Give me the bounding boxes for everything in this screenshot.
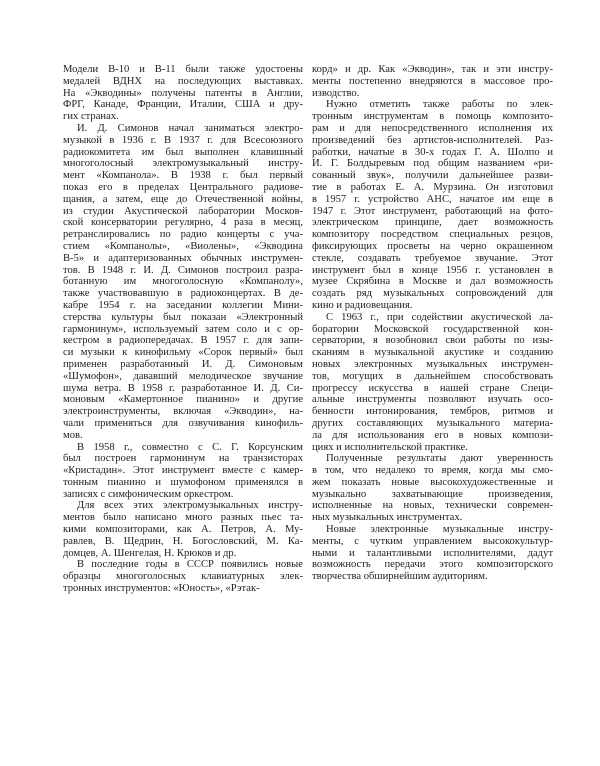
text-line: тов, могущих в дальнейшем способствовать: [312, 370, 553, 382]
text-line: образцы многоголосных клавиатурных элек-: [63, 571, 303, 583]
paragraph: [63, 559, 303, 594]
text-line: ботанную им многоголосную «Компанолу»,: [63, 276, 303, 288]
text-line: Для всех этих электромузыкальных инстру-: [77, 500, 303, 512]
paragraph: [312, 312, 553, 454]
text-line: мов.: [63, 429, 83, 441]
text-line: работки, начатые в 30-х годах Г. А. Шолпо и: [312, 146, 553, 158]
text-line: менты постепенно внедряются в массовое про-: [312, 75, 553, 87]
text-line: новых электронных музыкальных инструмен-: [312, 358, 553, 370]
text-line: кими композиторами, как А. Петров, А. Му-: [63, 524, 303, 536]
text-line: 1947 г. Этот инструмент, работающий на фото-: [312, 205, 553, 217]
text-line: применен разработанный И. Д. Симоновым: [63, 358, 303, 370]
paragraph: [312, 64, 553, 99]
text-line: был построен гармонинум на транзисторах: [63, 453, 303, 465]
text-line: творчества обширнейшим аудиториям.: [312, 571, 488, 583]
text-line: стерства культуры был показан «Электронный: [63, 311, 303, 323]
text-line: ской консерватории регулярно, 4 раза в месяц,: [63, 217, 303, 229]
text-line: фиксирующих просветы на черно окрашенном: [312, 240, 553, 252]
text-line: тронным инструментам в помощь композито-: [312, 111, 553, 123]
text-line: жем показать новые высокохудожественные и: [312, 476, 553, 488]
text-line: ретранслировались по радио концерты с уча-: [63, 229, 303, 241]
text-line: альные инструменты позволяют изучать осо-: [312, 394, 553, 406]
text-line: стием «Компанолы», «Виолены», «Экводина: [63, 240, 303, 252]
text-line: электроинструменты, включая «Экводин», на-: [63, 406, 303, 418]
text-line: из студии Акустической лаборатории Москов-: [63, 205, 303, 217]
paragraph: [63, 64, 303, 123]
right-column: [312, 64, 553, 583]
text-line: электрическом принципе, дает возможность: [312, 217, 553, 229]
text-line: инструмент был в конце 1956 г. установлен в: [312, 264, 553, 276]
paragraph: [312, 453, 553, 524]
text-line: изводство.: [312, 87, 360, 99]
text-line: рам и для непосредственного исполнения их: [312, 122, 553, 134]
text-line: прогрессу искусства в нашей стране Специ-: [312, 382, 553, 394]
text-line: создать ряд музыкальных сопровождений для: [312, 288, 553, 300]
text-line: корд» и др. Как «Экводин», так и эти инстру-: [312, 64, 553, 75]
text-line: музее Скрябина в Москве и дал возможность: [312, 276, 553, 288]
text-line: также участвовавшую в радиоконцертах. В де-: [63, 288, 303, 300]
text-line: ными и талантливыми исполнителями, дадут: [312, 547, 553, 559]
text-line: музыкально захватывающие произведения,: [312, 488, 553, 500]
text-line: шума ветра. В 1958 г. разработанное И. Д. Си-: [63, 382, 303, 394]
left-column: [63, 64, 303, 595]
text-line: композитору посредством специальных резцов,: [312, 229, 553, 241]
text-line: «Шумофон», дававший мелодическое звучание: [63, 370, 303, 382]
text-line: В последние годы в СССР появились новые: [77, 559, 303, 571]
text-line: тов. В 1948 г. И. Д. Симонов построил разра-: [63, 264, 303, 276]
text-line: гих странах.: [63, 111, 119, 123]
paragraph: [63, 123, 303, 442]
text-line: кино и радиовещания.: [312, 299, 413, 311]
text-line: ментов было написано много разных пьес та-: [63, 512, 303, 524]
text-line: И. Г. Болдыревым под общим названием «ри-: [312, 158, 553, 170]
text-line: боратории Московской государственной кон-: [312, 323, 553, 335]
text-line: ла для использования его в новых компози-: [312, 429, 553, 441]
text-line: сованный звук», получили дальнейшее разви-: [312, 170, 553, 182]
text-line: в том, что недалеко то время, когда мы смо-: [312, 465, 553, 477]
text-line: циях и исполнительской практике.: [312, 441, 468, 453]
text-line: мент «Компанола». В 1938 г. был первый: [63, 170, 303, 182]
text-line: записях с симфоническим оркестром.: [63, 488, 234, 500]
text-line: сканиям в музыкальной акустике и созданию: [312, 347, 553, 359]
text-line: равлев, В. Щедрин, Н. Богословский, М. Ка-: [63, 535, 303, 547]
text-line: кабре 1954 г. на заседании коллегии Мини-: [63, 299, 303, 311]
text-line: ФРГ, Канаде, Франции, Италии, США и дру-: [63, 99, 303, 111]
text-line: других составляющих музыкального материа-: [312, 417, 553, 429]
text-line: си музыки к кинофильму «Сорок первый» был: [63, 347, 303, 359]
text-line: Новые электронные музыкальные инстру-: [326, 524, 553, 536]
text-line: В-5» и адаптеризованных обычных инструмен-: [63, 252, 303, 264]
text-line: многоголосный электромузыкальный инстру-: [63, 158, 303, 170]
text-line: бенности интонирования, тембров, ритмов и: [312, 406, 553, 418]
text-line: кестром в радиопередачах. В 1957 г. для запи-: [63, 335, 303, 347]
text-line: радиокомитета им был выполнен клавишный: [63, 146, 303, 158]
text-line: Полученные результаты дают уверенность: [326, 453, 553, 465]
text-line: гармонинум», используемый затем соло и с ор-: [63, 323, 303, 335]
text-line: «Кристадин». Этот инструмент вместе с камер-: [63, 465, 303, 477]
text-line: тонным пианино и шумофоном применялся в: [63, 476, 303, 488]
text-line: менты, с чутким управлением высококультур-: [312, 535, 553, 547]
text-line: в 1957 г. устройство АНС, начатое им еще в: [312, 193, 553, 205]
paragraph: [312, 524, 553, 583]
text-line: медалей ВДНХ на последующих выставках.: [63, 75, 303, 87]
text-line: музыкой в 1936 г. В 1937 г. для Всесоюзного: [63, 134, 303, 146]
text-line: домцев, А. Шенгелая, Н. Крюков и др.: [63, 547, 237, 559]
text-line: произведений без артистов-исполнителей. Раз-: [312, 134, 553, 146]
text-line: серватории, я возобновил свои работы по изы-: [312, 335, 553, 347]
text-line: В 1958 г., совместно с С. Г. Корсунским: [77, 441, 303, 453]
paragraph: [63, 442, 303, 501]
text-line: тие в работах Е. А. Мурзина. Он изготовил: [312, 181, 553, 193]
text-line: Модели В-10 и В-11 были также удостоены: [63, 64, 303, 75]
text-line: тронных инструментов: «Юность», «Рэтак-: [63, 583, 260, 595]
text-line: показ его в пределах Центрального радиове-: [63, 181, 303, 193]
text-line: ных музыкальных инструментах.: [312, 512, 463, 524]
text-line: И. Д. Симонов начал заниматься электро-: [77, 122, 303, 134]
text-line: возможность передачи этого композиторского: [312, 559, 553, 571]
paragraph: [312, 99, 553, 311]
text-line: чали применяться для озвучивания кинофиль-: [63, 417, 303, 429]
text-line: моновым «Камертонное пианино» и другие: [63, 394, 303, 406]
text-line: щания, а затем, еще до Отечественной войны,: [63, 193, 303, 205]
text-line: исполненные на новых, технически современ-: [312, 500, 553, 512]
text-line: стекле, создавать требуемое звучание. Этот: [312, 252, 553, 264]
paragraph: [63, 500, 303, 559]
text-line: Нужно отметить также работы по элек-: [326, 99, 553, 111]
text-line: С 1963 г., при содействии акустической ла-: [326, 311, 553, 323]
text-line: На «Экводины» получены патенты в Англии,: [63, 87, 303, 99]
